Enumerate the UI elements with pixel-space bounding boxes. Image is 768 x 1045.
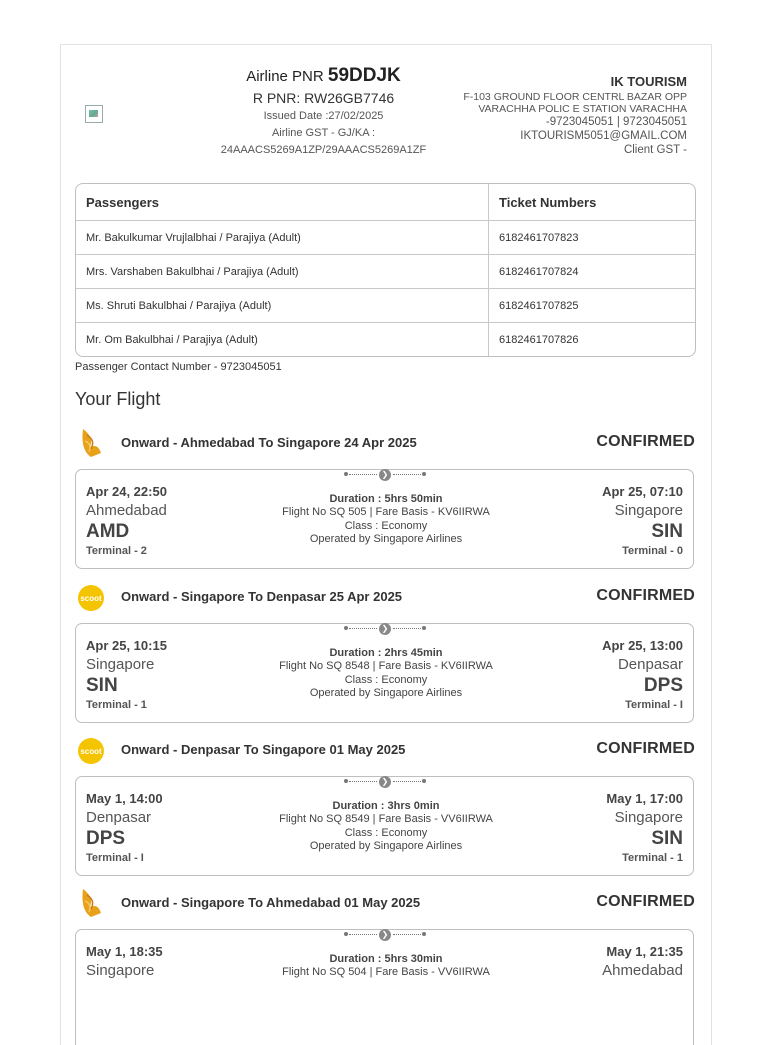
timeline-start-dot — [344, 626, 348, 630]
segment-header — [75, 579, 695, 615]
timeline-end-dot — [422, 932, 426, 936]
agency-block — [437, 73, 687, 157]
singapore-airlines-logo-icon — [77, 887, 107, 919]
arrival-code: SIN — [651, 828, 683, 849]
departure-terminal: Terminal - I — [86, 852, 144, 864]
flight-timeline — [344, 623, 426, 635]
timeline-line — [393, 934, 421, 935]
timeline-line — [393, 781, 421, 782]
tickets-column-header: Ticket Numbers — [499, 194, 597, 210]
airline-pnr: 59DDJK — [327, 65, 401, 86]
duration: Duration : 5hrs 30min — [329, 953, 443, 965]
airline-gst: 24AAACS5269A1ZP/29AAACS5269A1ZF — [220, 144, 427, 156]
flight-details — [246, 952, 526, 980]
departure-city: Denpasar — [86, 809, 152, 826]
agency-phone: -9723045051 | 9723045051 — [545, 116, 687, 128]
ticket-page — [60, 44, 712, 1045]
broken-image-icon — [85, 105, 103, 123]
segment-title: Onward - Denpasar To Singapore 01 May 2025 — [121, 742, 406, 757]
travel-class: Class : Economy — [344, 826, 428, 839]
timeline-line — [393, 474, 421, 475]
issued-date: Issued Date :27/02/2025 — [263, 110, 384, 122]
flight-timeline — [344, 929, 426, 941]
travel-class: Class : Economy — [344, 673, 428, 686]
passenger-name: Mr. Bakulkumar Vrujlalbhai / Parajiya (Adult) — [76, 221, 489, 254]
departure-terminal: Terminal - 2 — [86, 545, 147, 557]
arrival-terminal: Terminal - I — [625, 699, 683, 711]
plane-icon: ❯ — [379, 623, 391, 635]
segment-title: Onward - Singapore To Denpasar 25 Apr 2025 — [121, 589, 403, 604]
plane-icon: ❯ — [379, 469, 391, 481]
table-row — [76, 288, 695, 322]
departure-datetime: Apr 24, 22:50 — [86, 484, 167, 499]
segment-header — [75, 885, 695, 921]
flight-details — [246, 799, 526, 854]
status-badge: CONFIRMED — [596, 587, 695, 604]
arrival-datetime: May 1, 21:35 — [606, 944, 683, 959]
timeline-start-dot — [344, 779, 348, 783]
passengers-column-header: Passengers — [76, 184, 489, 220]
arrival-datetime: Apr 25, 13:00 — [602, 638, 683, 653]
flight-details — [246, 646, 526, 701]
timeline-end-dot — [422, 472, 426, 476]
svg-text:scoot: scoot — [80, 594, 102, 603]
timeline-line — [393, 628, 421, 629]
agency-name: IK TOURISM — [610, 74, 687, 89]
flight-timeline — [344, 776, 426, 788]
arrival — [602, 943, 683, 981]
flight-card — [75, 623, 694, 723]
departure-datetime: Apr 25, 10:15 — [86, 638, 167, 653]
passenger-contact: Passenger Contact Number - 9723045051 — [75, 361, 282, 373]
ticket-number: 6182461707824 — [499, 265, 579, 278]
scoot-logo-icon — [77, 734, 107, 766]
timeline-line — [349, 474, 377, 475]
departure-terminal: Terminal - 1 — [86, 699, 147, 711]
airline-gst-label: Airline GST - GJ/KA : — [271, 127, 376, 139]
flight-number: Flight No SQ 8549 | Fare Basis - VV6IIRWA — [279, 813, 493, 825]
scoot-logo-icon — [77, 581, 107, 613]
flight-card — [75, 469, 694, 569]
passenger-table-header — [76, 184, 695, 220]
status-badge: CONFIRMED — [596, 893, 695, 910]
timeline-line — [349, 628, 377, 629]
segment-header — [75, 732, 695, 768]
table-row — [76, 254, 695, 288]
agency-email: IKTOURISM5051@GMAIL.COM — [520, 130, 687, 142]
ticket-number: 6182461707825 — [499, 299, 579, 312]
flight-card — [75, 776, 694, 876]
departure — [86, 483, 167, 559]
ticket-number: 6182461707826 — [499, 333, 579, 346]
passenger-name: Mr. Om Bakulbhai / Parajiya (Adult) — [76, 323, 489, 356]
arrival-datetime: May 1, 17:00 — [606, 791, 683, 806]
passenger-table — [75, 183, 696, 357]
duration: Duration : 2hrs 45min — [329, 647, 443, 659]
svg-text:scoot: scoot — [80, 747, 102, 756]
flight-card — [75, 929, 694, 1045]
arrival-city: Denpasar — [617, 656, 683, 673]
segment-title: Onward - Singapore To Ahmedabad 01 May 2025 — [121, 895, 421, 910]
departure — [86, 637, 167, 713]
timeline-end-dot — [422, 779, 426, 783]
table-row — [76, 322, 695, 356]
airline-pnr-label: Airline PNR — [246, 68, 324, 85]
departure — [86, 943, 163, 981]
duration: Duration : 5hrs 50min — [329, 493, 443, 505]
arrival — [602, 637, 683, 713]
departure-datetime: May 1, 18:35 — [86, 944, 163, 959]
plane-icon: ❯ — [379, 929, 391, 941]
flight-details — [246, 492, 526, 547]
operated-by: Operated by Singapore Airlines — [309, 687, 463, 699]
duration: Duration : 3hrs 0min — [332, 800, 440, 812]
departure-city: Ahmedabad — [86, 502, 167, 519]
pnr-block — [201, 65, 446, 159]
travel-class: Class : Economy — [344, 519, 428, 532]
segment-header — [75, 425, 695, 461]
your-flight-heading: Your Flight — [75, 389, 161, 409]
departure-datetime: May 1, 14:00 — [86, 791, 163, 806]
arrival — [602, 483, 683, 559]
status-badge: CONFIRMED — [596, 740, 695, 757]
arrival-city: Singapore — [614, 502, 683, 519]
arrival-city: Singapore — [614, 809, 683, 826]
client-gst: Client GST - — [623, 144, 687, 156]
departure-code: AMD — [86, 521, 130, 542]
timeline-start-dot — [344, 932, 348, 936]
operated-by: Operated by Singapore Airlines — [309, 533, 463, 545]
timeline-start-dot — [344, 472, 348, 476]
arrival-code: SIN — [651, 521, 683, 542]
status-badge: CONFIRMED — [596, 433, 695, 450]
segment-title: Onward - Ahmedabad To Singapore 24 Apr 2025 — [121, 435, 417, 450]
operated-by: Operated by Singapore Airlines — [309, 840, 463, 852]
arrival — [606, 790, 683, 866]
flight-number: Flight No SQ 504 | Fare Basis - VV6IIRWA — [282, 966, 490, 978]
timeline-line — [349, 934, 377, 935]
table-row — [76, 220, 695, 254]
arrival-datetime: Apr 25, 07:10 — [602, 484, 683, 499]
flight-number: Flight No SQ 8548 | Fare Basis - KV6IIRWA — [279, 660, 493, 672]
agency-address-2: VARACHHA POLIC E STATION VARACHHA — [478, 103, 687, 115]
passenger-name: Mrs. Varshaben Bakulbhai / Parajiya (Adult) — [76, 255, 489, 288]
passenger-name: Ms. Shruti Bakulbhai / Parajiya (Adult) — [76, 289, 489, 322]
timeline-end-dot — [422, 626, 426, 630]
r-pnr: R PNR: RW26GB7746 — [252, 90, 395, 106]
departure-code: SIN — [86, 675, 118, 696]
flight-timeline — [344, 469, 426, 481]
departure-code: DPS — [86, 828, 126, 849]
plane-icon: ❯ — [379, 776, 391, 788]
timeline-line — [349, 781, 377, 782]
departure-city: Singapore — [86, 656, 155, 673]
departure-city: Singapore — [86, 962, 155, 979]
arrival-terminal: Terminal - 1 — [622, 852, 683, 864]
arrival-city: Ahmedabad — [602, 962, 683, 979]
singapore-airlines-logo-icon — [77, 427, 107, 459]
agency-address-1: F-103 GROUND FLOOR CENTRL BAZAR OPP — [463, 91, 687, 103]
arrival-terminal: Terminal - 0 — [622, 545, 683, 557]
arrival-code: DPS — [643, 675, 683, 696]
flight-number: Flight No SQ 505 | Fare Basis - KV6IIRWA — [282, 506, 490, 518]
ticket-number: 6182461707823 — [499, 231, 579, 244]
departure — [86, 790, 163, 866]
